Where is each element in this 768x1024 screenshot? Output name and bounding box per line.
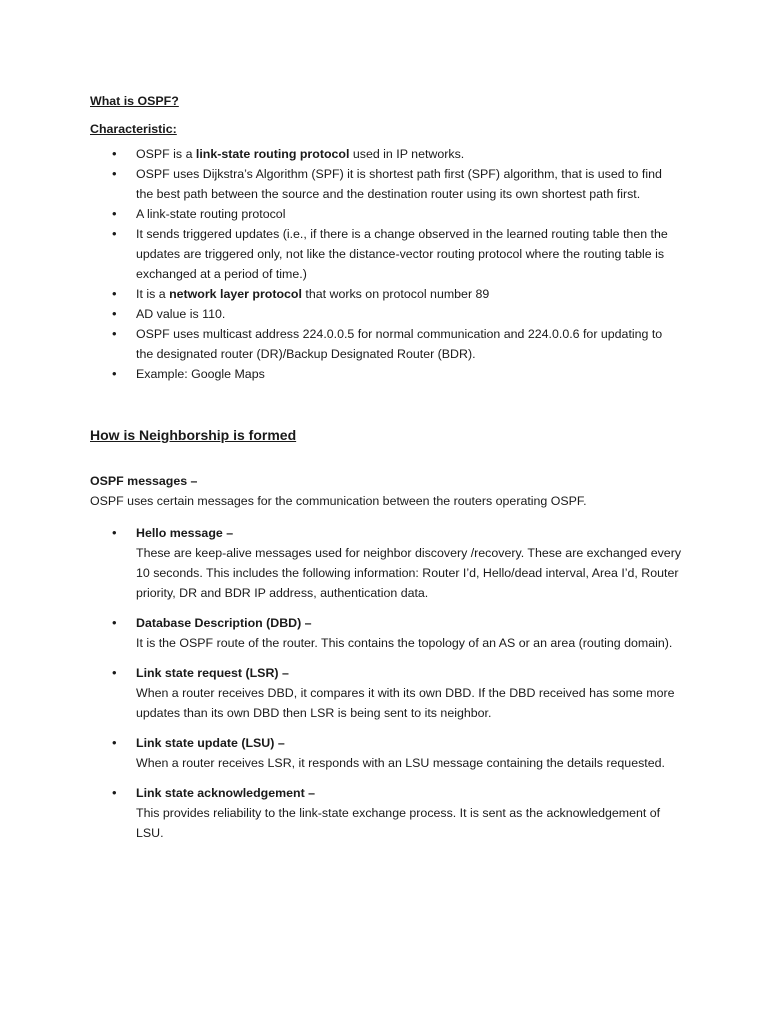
message-title: • Link state update (LSU) – bbox=[136, 736, 285, 750]
ospf-messages-heading: OSPF messages – bbox=[90, 474, 198, 488]
message-title: • Link state acknowledgement – bbox=[136, 786, 316, 800]
list-item: • It sends triggered updates (i.e., if there is a change observed in the learned routing table then the updates are triggered only, not like the distance-vector routing protocol where the routing table is exchanged at a period of time.) bbox=[112, 224, 682, 284]
message-title: • Database Description (DBD) – bbox=[136, 616, 312, 630]
characteristics-list bbox=[112, 144, 682, 384]
ospf-messages-intro: OSPF uses certain messages for the communication between the routers operating OSPF. bbox=[90, 494, 587, 508]
list-item bbox=[112, 733, 682, 773]
ospf-title: What is OSPF? bbox=[90, 94, 179, 108]
message-description: When a router receives LSR, it responds with an LSU message containing the details requested. bbox=[136, 756, 665, 770]
list-item: • OSPF uses Dijkstra’s Algorithm (SPF) it is shortest path first (SPF) algorithm, that is used to find the best path between the source and the destination router using its own shortest path first. bbox=[112, 164, 682, 204]
list-item: • OSPF uses multicast address 224.0.0.5 for normal communication and 224.0.0.6 for updating to the designated router (DR)/Backup Designated Router (BDR). bbox=[112, 324, 682, 364]
characteristic-heading: Characteristic: bbox=[90, 122, 177, 136]
list-item: • It is a network layer protocol that works on protocol number 89 bbox=[112, 284, 682, 304]
message-title: • Hello message – bbox=[136, 526, 234, 540]
ospf-messages-list bbox=[112, 523, 682, 853]
neighborship-title: How is Neighborship is formed bbox=[90, 427, 297, 443]
message-description: It is the OSPF route of the router. This contains the topology of an AS or an area (routing domain). bbox=[136, 636, 673, 650]
message-title: • Link state request (LSR) – bbox=[136, 666, 289, 680]
message-description: This provides reliability to the link-state exchange process. It is sent as the acknowledgement of LSU. bbox=[136, 806, 661, 840]
list-item: • A link-state routing protocol bbox=[112, 204, 682, 224]
list-item: • Example: Google Maps bbox=[112, 364, 682, 384]
list-item bbox=[112, 523, 682, 603]
list-item bbox=[112, 663, 682, 723]
list-item: • AD value is 110. bbox=[112, 304, 682, 324]
list-item: • OSPF is a link-state routing protocol used in IP networks. bbox=[112, 144, 682, 164]
message-description: When a router receives DBD, it compares it with its own DBD. If the DBD received has some more updates than its own DBD then LSR is being sent to its neighbor. bbox=[136, 686, 675, 720]
message-description: These are keep-alive messages used for neighbor discovery /recovery. These are exchanged every 10 seconds. This includes the following information: Router I’d, Hello/dead interval, Area I’d, Router priority, DR and BDR IP address, authentication data. bbox=[136, 546, 682, 600]
list-item bbox=[112, 613, 682, 653]
list-item bbox=[112, 783, 682, 843]
